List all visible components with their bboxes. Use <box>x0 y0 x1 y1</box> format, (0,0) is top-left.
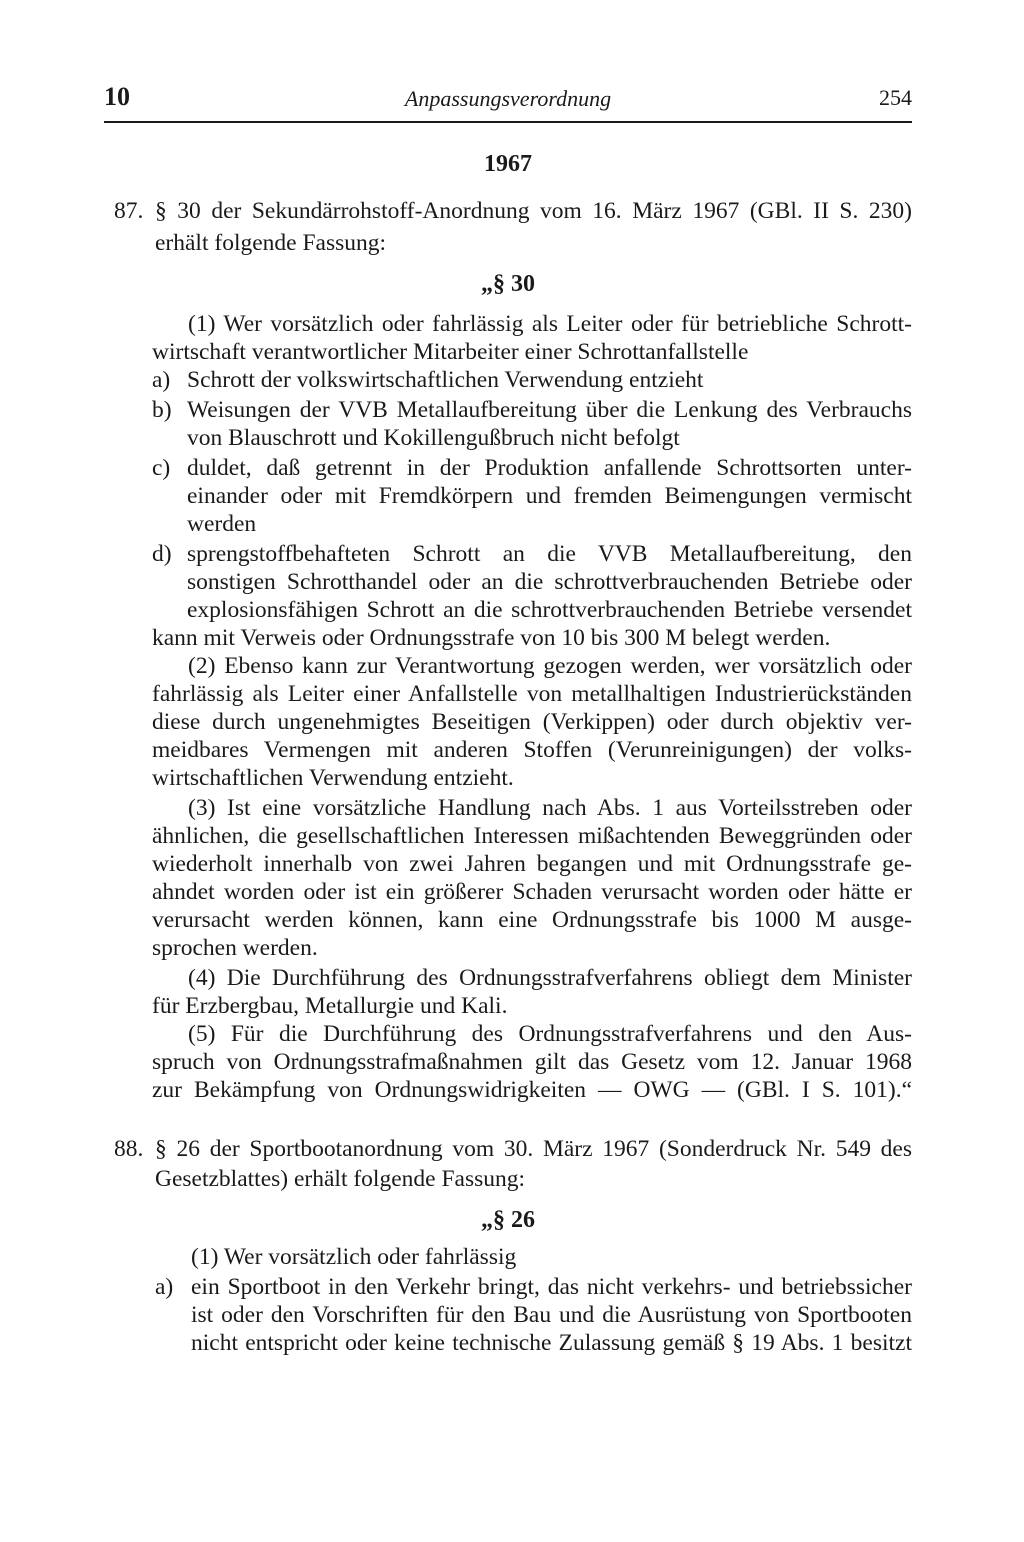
chapter-number: 10 <box>104 82 130 111</box>
paragraph-line: für Erzbergbau, Metallurgie und Kali. <box>152 993 508 1019</box>
list-label: a) <box>152 367 171 393</box>
paragraph-line: (4) Die Durchführung des Ordnungsstrafverfahrens obliegt dem Minister <box>188 965 912 991</box>
item-intro-line: erhält folgende Fassung: <box>155 230 387 256</box>
list-item-line: sprengstoffbehafteten Schrott an die VVB Metallaufbereitung, den <box>187 541 912 567</box>
paragraph-line: wirtschaftlichen Verwendung entzieht. <box>152 765 514 791</box>
list-item-line: nicht entspricht oder keine technische Zulassung gemäß § 19 Abs. 1 besitzt <box>191 1330 912 1356</box>
page-header <box>104 82 912 122</box>
paragraph-line: (3) Ist eine vorsätzliche Handlung nach Abs. 1 aus Vorteilsstreben oder <box>188 795 912 821</box>
paragraph-line: diese durch ungenehmigtes Beseitigen (Verkippen) oder durch objektiv ver- <box>152 709 912 735</box>
paragraph-line: kann mit Verweis oder Ordnungsstrafe von 10 bis 300 M belegt werden. <box>152 625 831 651</box>
paragraph-line: sprochen werden. <box>152 935 318 961</box>
list-item-line: Schrott der volkswirtschaftlichen Verwendung entzieht <box>187 367 704 393</box>
section-heading: „§ 26 <box>481 1207 535 1233</box>
list-item-line: von Blauschrott und Kokillengußbruch nicht befolgt <box>187 425 680 451</box>
item-number: 87. <box>114 198 144 224</box>
list-label: a) <box>155 1274 174 1300</box>
list-label: b) <box>152 397 172 423</box>
header-rule <box>104 121 912 123</box>
paragraph-line: fahrlässig als Leiter einer Anfallstelle von metallhaltigen Industrierückständen <box>152 681 912 707</box>
list-item-line: einander oder mit Fremdkörpern und fremden Beimengungen vermischt <box>187 483 912 509</box>
list-item-line: sonstigen Schrotthandel oder an die schrottverbrauchenden Betriebe oder <box>187 569 912 595</box>
paragraph-line: (5) Für die Durchführung des Ordnungsstrafverfahrens und den Aus- <box>188 1021 912 1047</box>
paragraph-line: ähnlichen, die gesellschaftlichen Interessen mißachtenden Beweggründen oder <box>152 823 912 849</box>
list-item-line: Weisungen der VVB Metallaufbereitung über die Lenkung des Verbrauchs <box>187 397 912 423</box>
year-heading: 1967 <box>484 151 532 177</box>
item-intro-line: § 30 der Sekundärrohstoff-Anordnung vom 16. März 1967 (GBl. II S. 230) <box>155 198 912 224</box>
paragraph-line: verursacht werden können, kann eine Ordnungsstrafe bis 1000 M ausge- <box>152 907 912 933</box>
item-number: 88. <box>114 1136 144 1162</box>
list-item-line: ist oder den Vorschriften für den Bau und die Ausrüstung von Sportbooten <box>191 1302 912 1328</box>
list-item-line: werden <box>187 511 257 537</box>
list-label: d) <box>152 541 172 567</box>
paragraph-line: spruch von Ordnungsstrafmaßnahmen gilt das Gesetz vom 12. Januar 1968 <box>152 1049 912 1075</box>
paragraph-line: wiederholt innerhalb von zwei Jahren begangen und mit Ordnungsstrafe ge- <box>152 851 912 877</box>
paragraph-line: wirtschaft verantwortlicher Mitarbeiter einer Schrottanfallstelle <box>152 339 749 365</box>
page-number: 254 <box>879 85 912 110</box>
list-label: c) <box>152 455 171 481</box>
paragraph-line: meidbares Vermengen mit anderen Stoffen (Verunreinigungen) der volks- <box>152 737 912 763</box>
list-item-line: duldet, daß getrennt in der Produktion anfallende Schrottsorten unter- <box>187 455 912 481</box>
paragraph-line: (2) Ebenso kann zur Verantwortung gezogen werden, wer vorsätzlich oder <box>188 653 912 679</box>
running-title: Anpassungsverordnung <box>404 86 612 111</box>
list-item-line: explosionsfähigen Schrott an die schrottverbrauchenden Betriebe versendet <box>187 597 912 623</box>
paragraph-line: (1) Wer vorsätzlich oder fahrlässig <box>191 1244 517 1270</box>
paragraph-line: (1) Wer vorsätzlich oder fahrlässig als Leiter oder für betriebliche Schrott- <box>188 311 912 337</box>
section-heading: „§ 30 <box>481 271 535 297</box>
item-intro-line: § 26 der Sportbootanordnung vom 30. März 1967 (Sonderdruck Nr. 549 des <box>155 1136 912 1162</box>
paragraph-line: zur Bekämpfung von Ordnungswidrigkeiten — OWG — (GBl. I S. 101).“ <box>152 1077 912 1103</box>
item-intro-line: Gesetzblattes) erhält folgende Fassung: <box>155 1166 526 1192</box>
list-item-line: ein Sportboot in den Verkehr bringt, das nicht verkehrs- und betriebssicher <box>191 1274 912 1300</box>
paragraph-line: ahndet worden oder ist ein größerer Schaden verursacht worden oder hätte er <box>152 879 912 905</box>
